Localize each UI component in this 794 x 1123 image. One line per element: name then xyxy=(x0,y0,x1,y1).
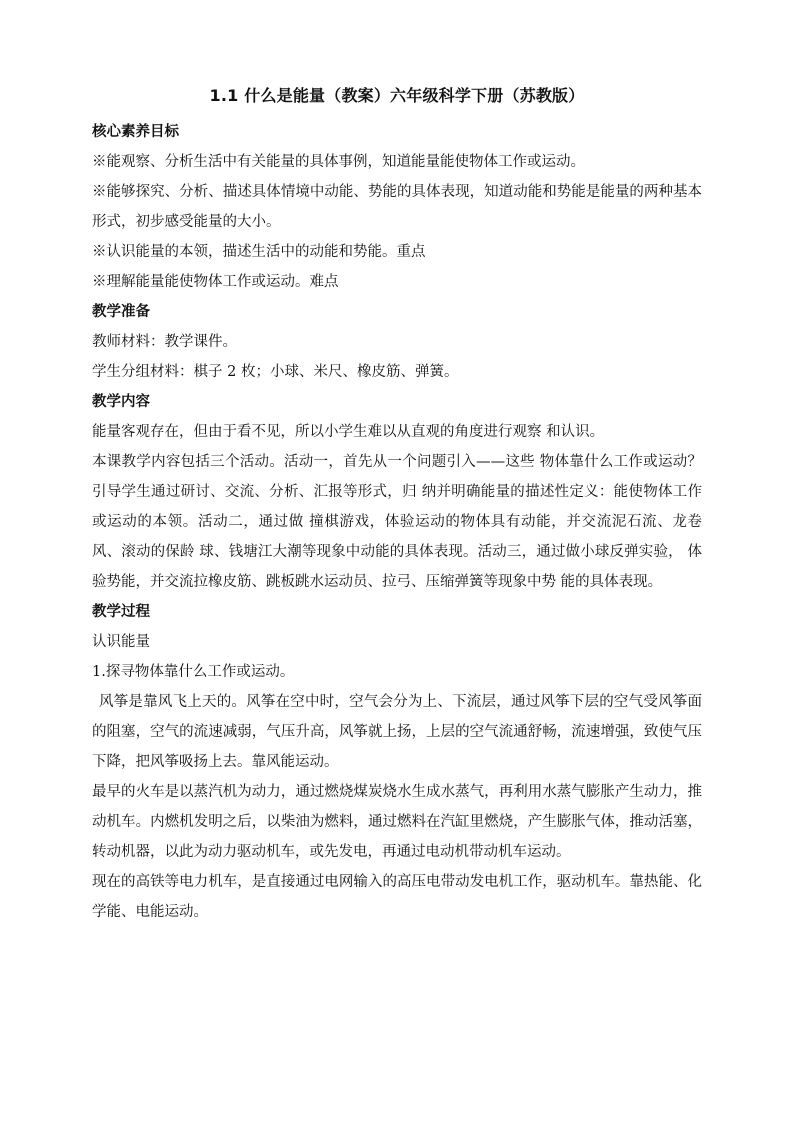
prep-item: 教师材料：教学课件。 xyxy=(92,334,237,350)
prep-item: 学生分组材料：棋子 2 枚；小球、米尺、橡皮筋、弹簧。 xyxy=(92,364,459,380)
prep-heading: 教学准备 xyxy=(92,304,150,320)
process-subheading: 认识能量 xyxy=(92,634,150,650)
content-heading: 教学内容 xyxy=(92,394,150,410)
goal-item: ※能观察、分析生活中有关能量的具体事例，知道能量能使物体工作或运动。 xyxy=(92,154,585,170)
process-paragraph: 风筝是靠风飞上天的。风筝在空中时，空气会分为上、下流层，通过风筝下层的空气受风筝面的阻塞，空气的流速减弱，气压升高，风筝就上扬，上层的空气流通舒畅，流速增强，致使气压下降，把风筝吸扬上去。靠风能运动。 xyxy=(92,694,702,770)
process-paragraph: 最早的火车是以蒸汽机为动力，通过燃烧煤炭烧水生成水蒸气，再利用水蒸气膨胀产生动力，推动机车。内燃机发明之后，以柴油为燃料，通过燃料在汽缸里燃烧，产生膨胀气体，推动活塞，转动机器，以此为动力驱动机车，或先发电，再通过电动机带动机车运动。 xyxy=(92,784,702,860)
goals-heading: 核心素养目标 xyxy=(92,124,179,140)
process-heading: 教学过程 xyxy=(92,604,150,620)
content-paragraph: 本课教学内容包括三个活动。活动一，首先从一个问题引入——这些 物体靠什么工作或运动？引导学生通过研讨、交流、分析、汇报等形式，归 纳并明确能量的描述性定义：能使物体工作或运动的本领。活动二，通过做 撞棋游戏，体验运动的物体具有动能，并交流泥石流、龙卷风、滚动的保龄 球、钱塘江大潮等现象中动能的具体表现。活动三，通过做小球反弹实验， 体验势能，并交流拉橡皮筋、跳板跳水运动员、拉弓、压缩弹簧等现象中势 能的具体表现。 xyxy=(92,454,702,590)
process-paragraph: 现在的高铁等电力机车，是直接通过电网输入的高压电带动发电机工作，驱动机车。靠热能、化学能、电能运动。 xyxy=(92,874,702,920)
goal-item: ※能够探究、分析、描述具体情境中动能、势能的具体表现，知道动能和势能是能量的两种基本形式，初步感受能量的大小。 xyxy=(92,184,702,230)
goal-item: ※认识能量的本领，描述生活中的动能和势能。重点 xyxy=(92,244,426,260)
document-title: 1.1 什么是能量（教案）六年级科学下册（苏教版） xyxy=(209,86,585,105)
goal-item: ※理解能量能使物体工作或运动。难点 xyxy=(92,274,339,290)
process-step: 1.探寻物体靠什么工作或运动。 xyxy=(92,664,295,680)
content-paragraph: 能量客观存在，但由于看不见，所以小学生难以从直观的角度进行观察 和认识。 xyxy=(92,424,605,440)
